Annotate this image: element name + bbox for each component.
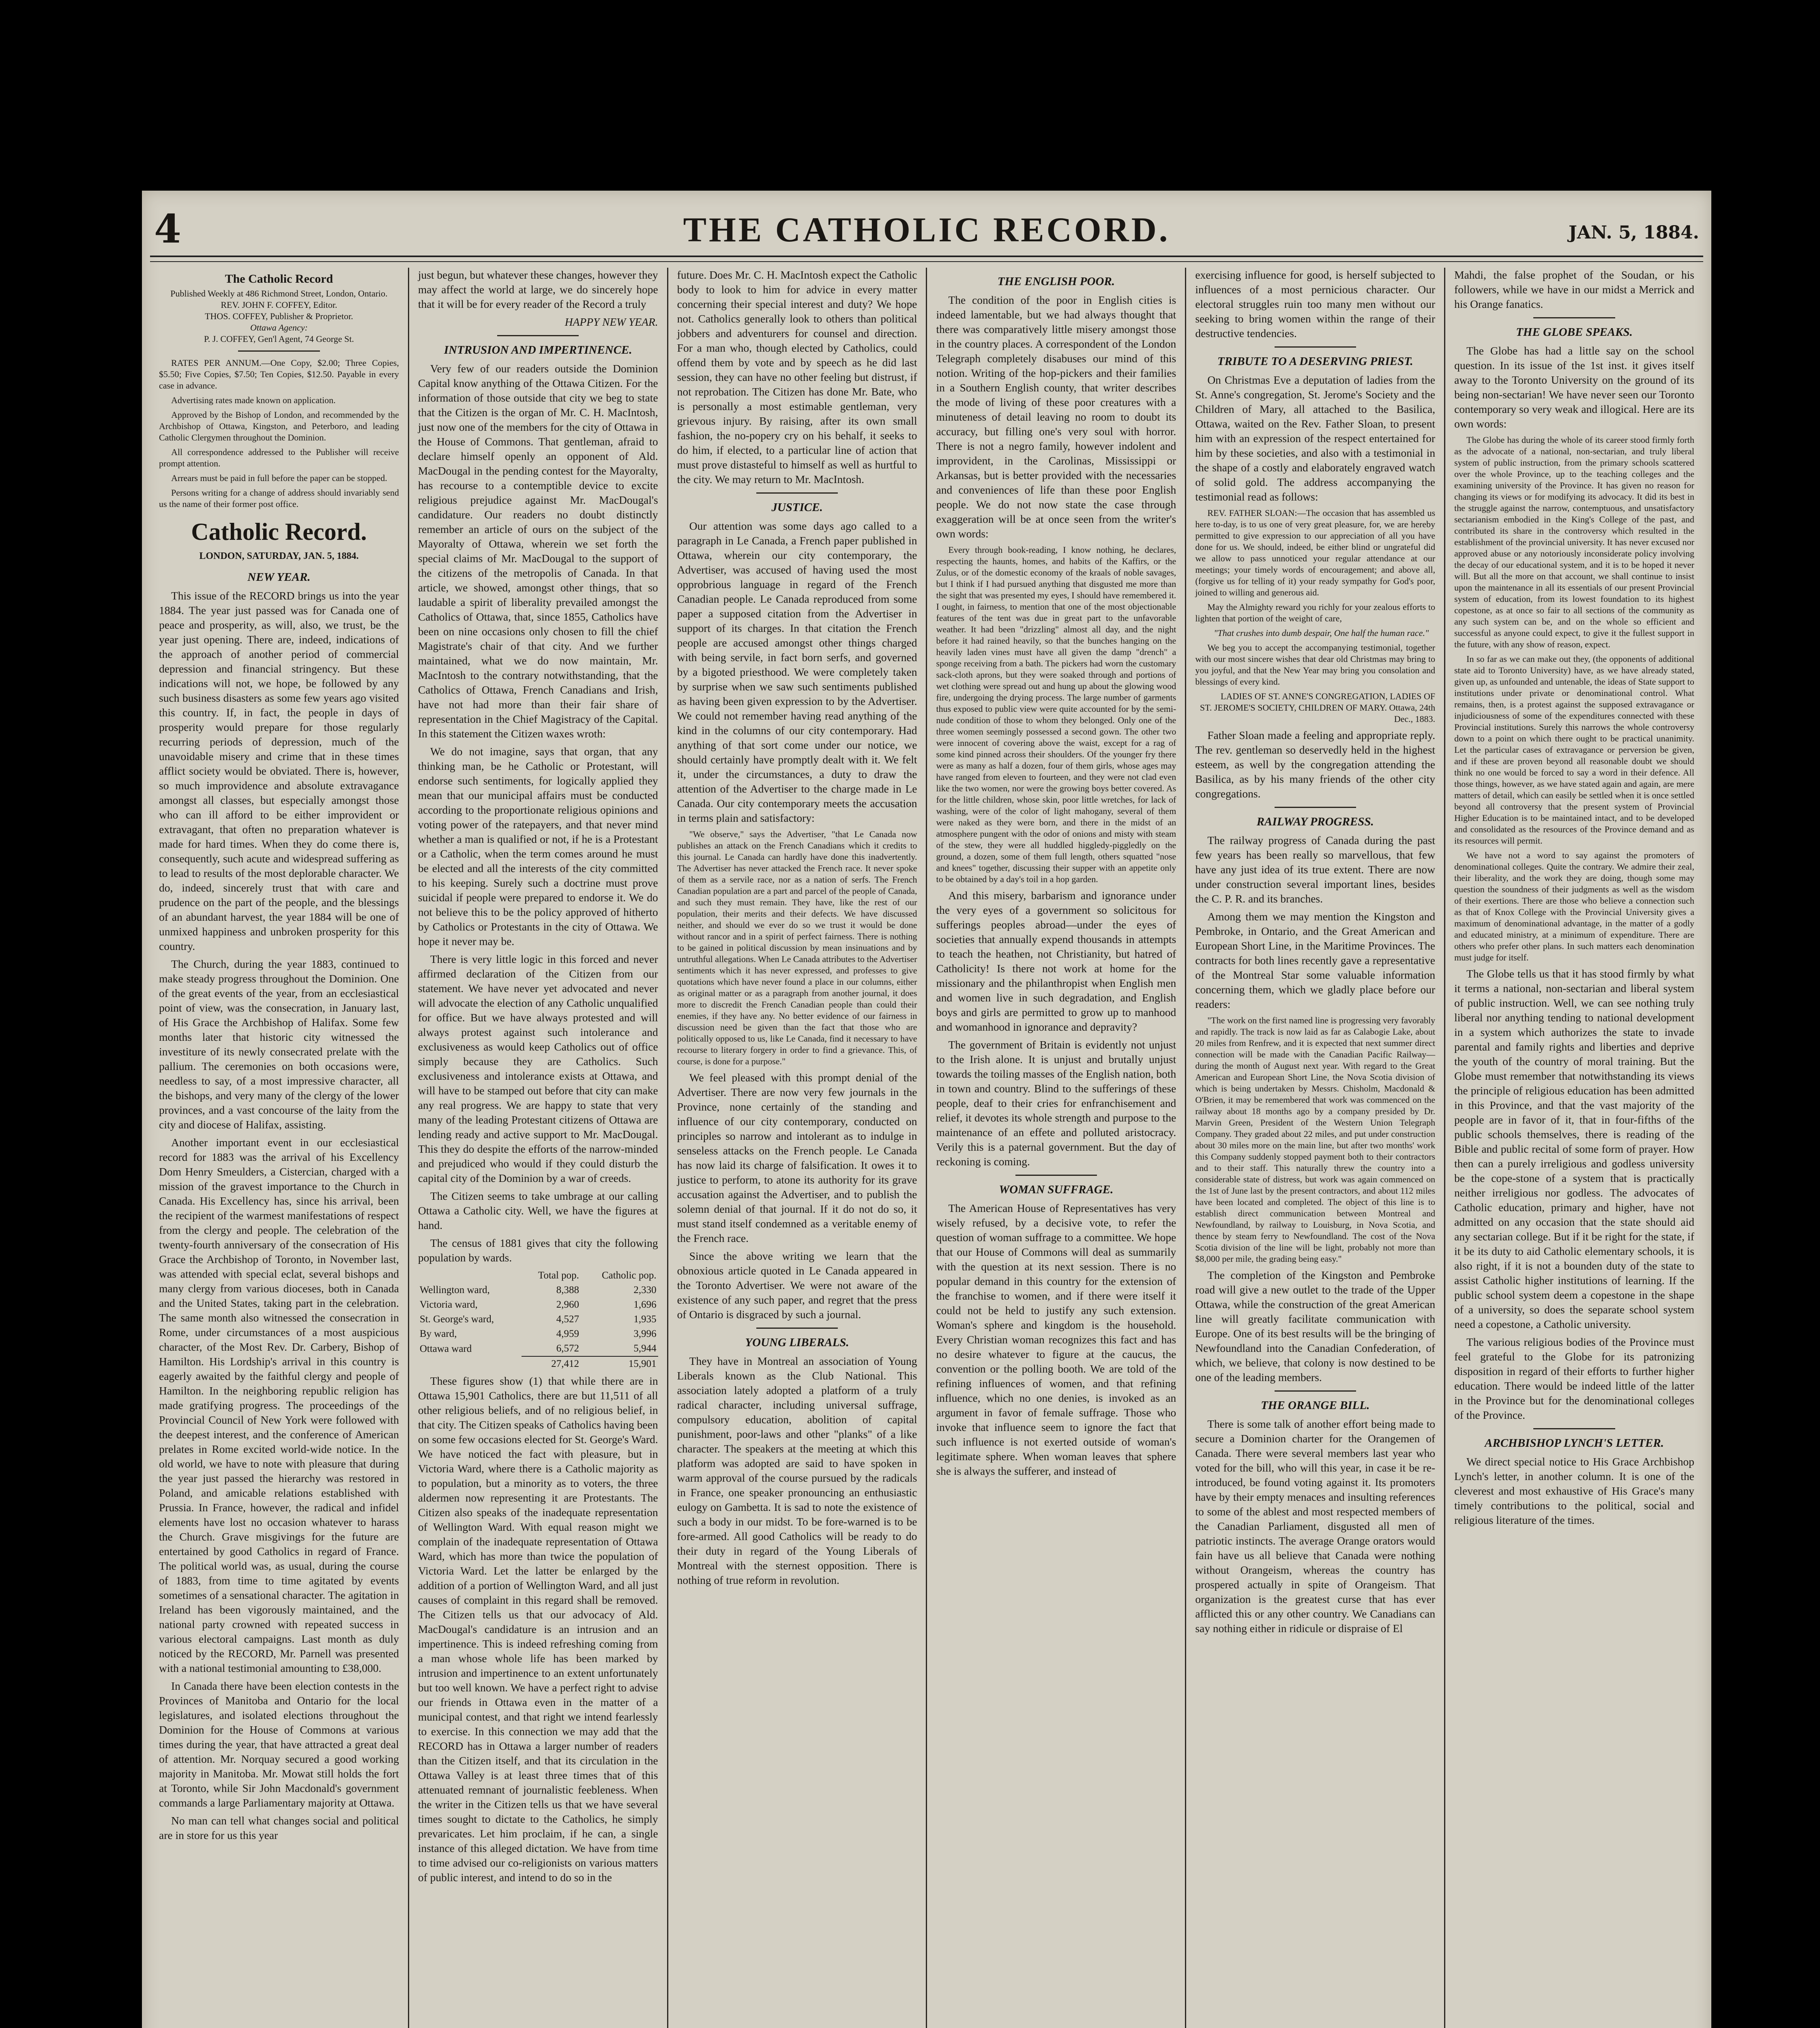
article-quote: "The work on the first named line is progressing very favorably and rapidly. The track is now laid as far as Calabogie Lake, about 20 miles from Renfrew, and it is expected that next summer direct connection will be made with the Canadian Pacific Railway—during the month of August next year. With regard to the Great American and European Short Line, the Nova Scotia division of which is being undertaken by Messrs. Chisholm, Macdonald & O'Brien, it may be remembered that work was commenced on the railway about 18 months ago by a company presided by Dr. Marvin Green, President of the Western Union Telegraph Company. They graded about 22 miles, and put under construction about 30 miles more on the main line, but after two months' work this Company suddenly stopped payment both to their contractors and to their staff. This naturally threw the country into a considerable state of distress, but work was again commenced on the 1st of June last by the present contractors, and about 112 miles have been located and completed. The object of this line is to establish direct communication between Montreal and Newfoundland, by railway to Louisburg, in Nova Scotia, and thence by steam ferry to Newfoundland. The cost of the Nova Scotia division of the line will be light, probably not more than $8,000 per mile, the grading being easy." [1195, 1015, 1436, 1264]
divider [1015, 1175, 1097, 1176]
column-3 [668, 268, 927, 2028]
article-paragraph: The completion of the Kingston and Pembroke road will give a new outlet to the trade of the Upper Ottawa, while the construction of the great American line will greatly facilitate communication with Europe. One of its best results will be the bringing of Newfoundland into the Canadian Confederation, of which, we believe, that colony is now destined to be one of the leading members. [1195, 1269, 1436, 1384]
table-row [418, 1298, 658, 1312]
article-paragraph: These figures show (1) that while there are in Ottawa 15,901 Catholics, there are but 11,511 of all other religious beliefs, and of no religious belief, in that city. The Citizen speaks of Catholics having been on some few occasions elected for St. George's Ward. We have noticed the fact with pleasure, but in Victoria Ward, where there is a Catholic majority as to population, but a minority as to voters, the three aldermen now representing it are Protestants. The Citizen also speaks of the inadequate representation of Wellington Ward. With equal reason might we complain of the inadequate representation of Ottawa Ward, which has more than twice the population of Victoria Ward. Let the latter be enlarged by the addition of a portion of Wellington Ward, and all just causes of complaint in this regard shall be removed. The Citizen tells us that our advocacy of Ald. MacDougal's candidature is an intrusion and an impertinence. This is indeed refreshing coming from a man whose whole life has been marked by intrusion and impertinence to an extent unfortunately but too well known. We have a perfect right to advise our friends in Ottawa even in the matter of a municipal contest, and that right we intend fearlessly to exercise. In this connection we may add that the RECORD has in Ottawa a larger number of readers than the Citizen itself, and that its circulation in the Ottawa Valley is at least three times that of this attenuated remnant of journalistic feebleness. When the writer in the Citizen tells us that we have several times sought to dictate to the Catholics, he simply prevaricates. Let him proclaim, if he can, a single instance of this alleged dictation. We have from time to time advised our co-religionists on various matters of public interest, and intend to do so in the [418, 1375, 658, 1884]
article-paragraph: The government of Britain is evidently not unjust to the Irish alone. It is unjust and brutally unjust towards the toiling masses of the English nation, both in town and country. Blind to the sufferings of these people, deaf to their cries for enfranchisement and relief, it devotes its whole strength and purpose to the maintenance of an effete and polluted aristocracy. Verily this is a paternal government. But the day of reckoning is coming. [936, 1038, 1176, 1168]
table-cell: 2,330 [633, 1285, 657, 1295]
table-row [418, 1312, 658, 1327]
column-1 [150, 268, 409, 2028]
approved-text: Approved by the Bishop of London, and recommended by the Archbishop of Ottawa, Kingston, and Peterboro, and leading Catholic Clergymen throughout the Dominion. [159, 410, 399, 443]
table-cell: Victoria ward, [419, 1299, 478, 1310]
article-paragraph: The Citizen seems to take umbrage at our calling Ottawa a Catholic city. Well, we have the figures at hand. [418, 1190, 658, 1231]
article-heading: THE GLOBE SPEAKS. [1516, 326, 1633, 339]
table-row [418, 1283, 658, 1298]
divider [497, 335, 579, 336]
article-continuation: future. Does Mr. C. H. MacIntosh expect the Catholic body to look to him for advice in every matter concerning their special interest and duty? We hope not. Catholics generally look to others than political jobbers and adventurers for counsel and direction. For a man who, though elected by Catholics, could offend them by vote and by speech as he did last session, they can have no other feeling but distrust, if not reprobation. The Citizen has done Mr. Bate, who is personally a most estimable gentleman, very grievous injury. By raising, after its own small fashion, the no-popery cry on his behalf, it seeks to do him, if elected, to a particular line of action that must prove distasteful to himself as well as hurtful to the city. We may return to Mr. MacIntosh. [677, 269, 917, 486]
article-paragraph: The American House of Representatives has very wisely refused, by a decisive vote, to refer the question of woman suffrage to a committee. We hope that our House of Commons will deal as summarily with the question at its next session. There is no popular demand in this country for the extension of the franchise to women, and if there were itself it could not be held to justify any such extension. Woman's sphere and kingdom is the household. Every Christian woman recognizes this fact and has no desire whatever to figure at the caucus, the convention or the polling booth. We are told of the refining influences of women, and that refining influence, which no one denies, is invoked as an argument in favor of female suffrage. Those who invoke that influence seem to ignore the fact that such influence is not exerted outside of woman's legitimate sphere. When woman leaves that sphere she is always the sufferer, and instead of [936, 1202, 1176, 1477]
nameplate-small: The Catholic Record [225, 272, 333, 286]
article-paragraph: The condition of the poor in English cities is indeed lamentable, but we had always thought that there was comparatively little misery amongst those in the country places. A correspondent of the London Telegraph completely disabuses our mind of this notion. Writing of the hop-pickers and their families in a Southern English county, that writer describes the mode of living of these poor creatures with a minuteness of detail leaving no room to doubt its accuracy, but filling one's very soul with horror. There is not a negro family, however indolent and improvident, in the Carolinas, Mississippi or Arkansas, but is better provided with the necessaries and conveniences of life than these poor English people. We do not now state the case through exaggeration will be at once seen from the writer's own words: [936, 294, 1176, 540]
table-row [418, 1341, 658, 1356]
article-heading: ARCHBISHOP LYNCH'S LETTER. [1485, 1437, 1664, 1450]
table-cell: Total pop. [538, 1270, 579, 1281]
table-cell: By ward, [419, 1328, 457, 1339]
article-heading: INTRUSION AND IMPERTINENCE. [444, 344, 632, 357]
table-cell: St. George's ward, [419, 1314, 494, 1325]
article-paragraph: We direct special notice to His Grace Archbishop Lynch's letter, in another column. It is one of the cleverest and most exhaustive of His Grace's many timely contributions to the political, social and religious literature of the times. [1454, 1455, 1694, 1526]
article-paragraph: Another important event in our ecclesiastical record for 1883 was the arrival of his Excellency Dom Henry Smeulders, a Cistercian, charged with a mission of the gravest importance to the Church in Canada. His Excellency has, since his arrival, been the recipient of the warmest manifestations of respect from the clergy and people. The celebration of the twenty-fourth anniversary of the consecration of His Grace the Archbishop of Toronto, in November last, was attended with special eclat, several bishops and many clergy from various dioceses, both in Canada and the United States, taking part in the celebration. The same month also witnessed the consecration in Rome, under circumstances of a most auspicious character, of the Most Rev. Dr. Carbery, Bishop of Hamilton. His Lordship's arrival in this country is eagerly awaited by the faithful clergy and people of Hamilton. In the neighboring republic religion has made gratifying progress. The proceedings of the Provincial Council of New York were followed with the deepest interest, and the conference of American prelates in Rome excited world-wide notice. In the old world, we have to note with pleasure that during the year just passed the hierarchy was restored in Poland, and amicable relations established with Prussia. In France, however, the radical and infidel elements have lost no occasion whatever to harass the Church. Grave misgivings for the future are entertained by good Catholics in regard of France. The political world was, as usual, during the course of 1883, from time to time agitated by events sometimes of a sensational character. The agitation in Ireland has been vigorously maintained, and the national party crowned with repeated success in various electoral campaigns. Last month as duly noticed by the RECORD, Mr. Parnell was presented with a national testimonial amounting to £38,000. [159, 1136, 399, 1674]
article-paragraph: There is some talk of another effort being made to secure a Dominion charter for the Orangemen of Canada. There were several members last year who voted for the bill, who will this year, in case it be re-introduced, be found voting against it. Its promoters have by their empty menaces and insulting references to some of the ablest and most respected members of the Canadian Parliament, disgusted all men of patriotic instincts. The average Orange orators would fain have us all believe that Canada were nothing without Orangeism, whereas the country has prospered actually in spite of Orangeism. That organization is the greatest curse that has ever afflicted this or any other country. We Canadians can say nothing either in ridicule or dispraise of El [1195, 1418, 1436, 1635]
masthead [154, 206, 1699, 251]
arrears-text: Arrears must be paid in full before the paper can be stopped. [171, 473, 387, 483]
column-4 [927, 268, 1186, 2028]
article-heading: TRIBUTE TO A DESERVING PRIEST. [1217, 355, 1413, 368]
table-cell: 4,527 [556, 1314, 579, 1325]
article-quote: Every through book-reading, I know nothing, he declares, respecting the haunts, homes, and habits of the Kaffirs, or the Zulus, or of the domestic economy of the kraals of noble savages, but I think if I had pursued anything that disgusted me more than the sight that was presented my eyes, I should have remembered it. I ought, in fairness, to mention that one of the most objectionable features of the tent was due in great part to the unfavorable weather. It had been "drizzling" almost all day, and the night before it had rained heavily, so that the bunches hanging on the heavily laden vines must have all given the damp "drench" a sponge receiving from a bath. The pickers had worn the customary sack-cloth aprons, but they were soaked through and portions of wet clothing were spread out and hung up about the glowing wood fire, undergoing the drying process. The large number of garments thus exposed to public view were quite accounted for by the semi-nude condition of those to whom they belonged. Only one of the three women seemingly possessed a second gown. The other two were innocent of covering above the waist, except for a rag of some kind pinned across their shoulders. Of the younger fry there were as many as half a dozen, four of them girls, whose ages may have ranged from eleven to fourteen, and they were not clad even like the two women, nor were the growing boys better covered. As for the little children, whose skin, poor little wretches, for lack of washing, were of the color of light mahogany, several of them were naked as they were born, and there in the midst of an atmosphere pungent with the odor of onions and misty with steam of the stew, they were all huddled higgledy-piggledly on the ground, a dozen, some of them full length, others squatted "nose and knees" together, discussing their supper with an appetite only to be obtained by a day's toil in a hop garden. [936, 545, 1176, 884]
article-paragraph: There is very little logic in this forced and never affirmed declaration of the Citizen from our statement. We have never yet advocated and never will advocate the election of any Catholic unqualified for office. But we have always protested and will always protest against such intolerance and exclusiveness as would keep Catholics out of office simply because they are Catholics. Such exclusiveness and intolerance exists at Ottawa, and will have to be stamped out before that city can make any real progress. We are happy to state that very many of the leading Protestant citizens of Ottawa are lending ready and active support to Mr. MacDougal. This they do despite the efforts of the narrow-minded and prejudiced who would if they could disturb the capital city of the Dominion by a war of creeds. [418, 953, 658, 1184]
correspondence-text: All correspondence addressed to the Publisher will receive prompt attention. [159, 447, 399, 468]
article-paragraph: The Church, during the year 1883, continued to make steady progress throughout the Dominion. One of the great events of the year, from an ecclesiastical point of view, was the consecration, in January last, of His Grace the Archbishop of Halifax. Some few months later that historic city witnessed the investiture of its newly consecrated prelate with the pallium. The ceremonies on both occasions were, needless to say, of a most impressive character, all the bishops, and very many of the clergy of the lower provinces, and a vast concourse of the laity from the city and diocese of Halifax, assisting. [159, 958, 399, 1131]
article-quote: We beg you to accept the accompanying testimonial, together with our most sincere wishes that dear old Christmas may bring to you joyful, and that the New Year may bring you consolation and blessings of every kind. [1195, 642, 1436, 687]
article-heading: NEW YEAR. [247, 571, 311, 584]
page-number: 4 [154, 206, 181, 252]
article-paragraph: No man can tell what changes social and political are in store for us this year [159, 1814, 399, 1841]
table-cell: 8,388 [556, 1285, 579, 1295]
rates-text: RATES PER ANNUM.—One Copy, $2.00; Three Copies, $5.50; Five Copies, $7.50; Ten Copies, $12.50. Payable in every case in advance. [159, 358, 399, 391]
article-heading: THE ENGLISH POOR. [997, 275, 1115, 288]
change-address-text: Persons writing for a change of address should invariably send us the name of their former post office. [159, 488, 399, 509]
article-continuation: exercising influence for good, is herself subjected to influences of a most pernicious character. Our electoral struggles ruin too many men without our seeking to bring women within the range of their destructive tendencies. [1195, 269, 1436, 339]
table-total-row [418, 1356, 658, 1371]
nameplate-large: Catholic Record. [191, 518, 367, 545]
divider [1533, 317, 1615, 318]
table-header-row [418, 1268, 658, 1283]
table-cell: Catholic pop. [601, 1270, 657, 1281]
divider [1275, 346, 1356, 348]
advertising-text: Advertising rates made known on application. [171, 395, 336, 405]
article-paragraph: Our attention was some days ago called to a paragraph in Le Canada, a French paper published in Ottawa, wherein our city contemporary, the Advertiser, was accused of having used the most opprobrious language in regard of the French Canadian people. Le Canada reproduced from some paper a supposed citation from the Advertiser in support of its charges. In that citation the French people are accused amongst other things charged with being servile, in fact born serfs, and governed by a bigoted priesthood. We were completely taken by surprise when we saw such sentiments published as having been given expression to by the Advertiser. We could not remember having read anything of the kind in the columns of our city contemporary. Had anything of that sort come under our notice, we should certainly have promptly dealt with it. We felt it, under the circumstances, a duty to draw the attention of the Advertiser to the charge made in Le Canada. Our city contemporary meets the accusation in terms plain and satisfactory: [677, 520, 917, 824]
table-cell: 27,412 [522, 1356, 581, 1371]
column-6 [1445, 268, 1703, 2028]
population-table [418, 1268, 658, 1371]
table-cell: Wellington ward, [419, 1285, 490, 1295]
article-paragraph: The Globe has had a little say on the school question. In its issue of the 1st inst. it gives itself away to the Toronto University on the ground of its being non-sectarian! We have never seen our Toronto contemporary so very weak and illogical. Here are its own words: [1454, 344, 1694, 430]
article-paragraph: Since the above writing we learn that the obnoxious article quoted in Le Canada appeared in the Toronto Advertiser. We were not aware of the existence of any such paper, and regret that the press of Ontario is disgraced by such a journal. [677, 1250, 917, 1321]
issue-date: JAN. 5, 1884. [1568, 222, 1699, 243]
table-cell: Ottawa ward [419, 1343, 472, 1354]
article-signatures: LADIES OF ST. ANNE'S CONGREGATION, LADIES OF ST. JEROME'S SOCIETY, CHILDREN OF MARY. Ottawa, 24th Dec., 1883. [1200, 691, 1436, 724]
article-paragraph: And this misery, barbarism and ignorance under the very eyes of a government so solicitous for sufferings peoples abroad—under the eyes of societies that annually expend thousands in attempts to teach the heathen, not Christianity, but hatred of Catholicity! Is there not work at home for the missionary and the philanthropist when English men and women live in such degradation, and English boys and girls are permitted to grow up to manhood and womanhood in ignorance and depravity? [936, 889, 1176, 1033]
table-cell: 5,944 [633, 1343, 657, 1354]
divider [1275, 1390, 1356, 1392]
paper-title: THE CATHOLIC RECORD. [683, 210, 1170, 249]
article-quote: "We observe," says the Advertiser, "that Le Canada now publishes an attack on the French Canadians which it credits to this journal. Le Canada can hardly have done this inadvertently. The Advertiser has never attacked the French race. It never spoke of them as a servile race, nor as a nation of serfs. The French Canadian population are a part and parcel of the people of Canada, and such they must remain. They have, like the rest of our population, their merits and their defects. We have discussed neither, and should we ever do so we trust it would be done without rancor and in a spirit of perfect fairness. There is nothing to be gained in political discussion by mean insinuations and by untruthful allegations. When Le Canada attributes to the Advertiser sentiments which it has never expressed, and professes to give quotations which have never found a place in our columns, either as original matter or as a paragraph from another journal, it does more to discredit the French Canadian people than could their enemies, if they have any. No better evidence of our fairness in discussion need be given than the fact that those who are politically opposed to us, like Le Canada, find it necessary to have recourse to literary forgery in order to find a grievance. This, of course, is done for a purpose." [677, 829, 917, 1066]
agency-title: Ottawa Agency: [250, 322, 308, 333]
article-paragraph: Father Sloan made a feeling and appropriate reply. The rev. gentleman so deservedly held in the highest esteem, as well by the congregation attending the Basilica, as by his many friends of the other city congregations. [1195, 729, 1436, 800]
proprietor-line: THOS. COFFEY, Publisher & Proprietor. [205, 311, 353, 321]
article-paragraph: The Globe tells us that it has stood firmly by what it terms a national, non-sectarian and liberal system of public instruction. Well, we can see nothing truly liberal nor anything tending to national development in a system which authorizes the state to invade parental and family rights and liberties and deprive the youth of the country of moral training. But the Globe must remember that notwithstanding its views the principle of religious education has been admitted in this Province, and that the vast majority of the people are in favor of it, that in four-fifths of the public schools themselves, there is reading of the Bible and public recital of some form of prayer. How then can a purely irreligious and godless university be the cope-stone of a system that is practically neither irreligious nor godless. The advocates of Catholic education, primary and higher, have not admitted on any occasion that the state should aid any sectarian college. But if it be right for the state, if it be its duty to aid Catholic elementary schools, it is also right, if it is not a bounden duty of the state to assist Catholic higher institutions of learning. If the public school system deem a copestone in the shape of a university, so does the separate school system need a copestone, a Catholic university. [1454, 967, 1694, 1330]
publisher-line: Published Weekly at 486 Richmond Street, London, Ontario. [170, 288, 388, 299]
masthead-rule [150, 256, 1703, 262]
divider [756, 492, 838, 494]
divider [238, 350, 320, 352]
article-signoff: HAPPY NEW YEAR. [564, 316, 658, 328]
article-verse: "That crushes into dumb despair, One half the human race." [1214, 628, 1429, 638]
article-heading: RAILWAY PROGRESS. [1256, 815, 1374, 828]
dateline: LONDON, SATURDAY, JAN. 5, 1884. [199, 551, 359, 561]
article-paragraph: The census of 1881 gives that city the following population by wards. [418, 1237, 658, 1264]
divider [1533, 1428, 1615, 1429]
article-continuation: Mahdi, the false prophet of the Soudan, or his followers, while we have in our midst a Merrick and his Orange fanatics. [1454, 269, 1694, 310]
article-quote: The Globe has during the whole of its career stood firmly forth as the advocate of a national, non-sectarian, and truly liberal system of public instruction, from the primary schools scattered over the whole Province, up to the teaching colleges and the examining university of the Province. It has given no reason for changing its views or for modifying its advocacy. It did its best in the struggle against the narrow, contemptuous, and unsatisfactory sectarianism embodied in the King's College of the past, and contributed its share in the controversy which resulted in the establishment of the provincial university. It has never excused nor approved abuse or any notoriously inconsiderate policy involving the decay of our educational system, and it is to be hoped it never will. But all the more on that account, we shall continue to insist upon the maintenance in all its essentials of our present Provincial system of education, from its lowest foundation to its highest copestone, as at once so fair to all sections of the community as any such system can be, and on the whole so efficient and successful as anyone could expect, to give it the fullest support in the future, with any show of reason, expect. [1454, 435, 1694, 649]
table-cell [418, 1356, 522, 1371]
article-quote: We have not a word to say against the promoters of denominational colleges. Quite the contrary. We admire their zeal, their liberality, and the work they are doing, though some may question the soundness of their judgments as well as the wisdom of their exertions. There are those who believe a connection such as that of Knox College with the Provincial University gives a maximum of denominational advantage, in the matter of a godly and educated ministry, at a minimum of expenditure. There are others who prefer other plans. In such matters each denomination must judge for itself. [1454, 850, 1694, 962]
article-heading: YOUNG LIBERALS. [745, 1336, 849, 1349]
table-cell: 1,935 [633, 1314, 657, 1325]
article-paragraph: Among them we may mention the Kingston and Pembroke, in Ontario, and the Great American and European Short Line, in the Maritime Provinces. The contracts for both lines recently gave a representative of the Montreal Star some valuable information concerning them, which we gladly place before our readers: [1195, 910, 1436, 1010]
article-continuation: just begun, but whatever these changes, however they may affect the world at large, we do sincerely hope that it will be for every reader of the Record a truly [418, 269, 658, 310]
table-cell: 6,572 [556, 1343, 579, 1354]
divider [1275, 807, 1356, 808]
divider [756, 1328, 838, 1329]
table-cell: 3,996 [633, 1328, 657, 1339]
article-quote: May the Almighty reward you richly for your zealous efforts to lighten that portion of the weight of care, [1195, 602, 1436, 623]
table-cell: 2,960 [556, 1299, 579, 1310]
article-paragraph: On Christmas Eve a deputation of ladies from the St. Anne's congregation, St. Jerome's Society and the Children of Mary, all attached to the Basilica, Ottawa, waited on the Rev. Father Sloan, to present him with an expression of the respect entertained for him by these societies, and also with a testimonial in the shape of a costly and elaborately engraved watch of solid gold. The address accompanying the testimonial read as follows: [1195, 374, 1436, 503]
newspaper-page [142, 191, 1711, 2028]
article-paragraph: The various religious bodies of the Province must feel grateful to the Globe for its patronizing disposition in regard of their efforts to further higher education. There would be indeed little of the latter in the Province but for the denominational colleges of the Province. [1454, 1336, 1694, 1421]
column-5 [1186, 268, 1445, 2028]
article-quote: REV. FATHER SLOAN:—The occasion that has assembled us here to-day, is to us one of very great pleasure, for, we are hereby permitted to give expression to our appreciation of all you have done for us. We should, indeed, be either blind or ungrateful did we allow to pass unnoticed your regular attendance at our meetings; your timely words of encouragement; and above all, (forgive us for telling of it) your ready sympathy for God's poor, joined to willing and generous aid. [1195, 508, 1436, 597]
article-quote: In so far as we can make out they, (the opponents of additional state aid to Toronto University) have, as we have already stated, given up, as unfounded and untenable, the ideas of State support to institutions under private or denominational control. What remains, then, is a protest against the supposed extravagance or injudiciousness of some of the expenditures connected with these Provincial institutions. Surely this narrows the whole controversy down to a point on which there ought to be practical unanimity. Let the particular cases of extravagance or perversion be given, and if these are proven beyond all reasonable doubt we should think no one would be forced to say a word in their defence. All those things, however, as we have stated again and again, are mere matters of detail, which can easily be settled when it is once settled beyond all controversy that the present system of Provincial Higher Education is to be maintained intact, and to be developed and consolidated as the resources of the Province demand and as its resources will permit. [1454, 654, 1694, 846]
editor-line: REV. JOHN F. COFFEY, Editor. [221, 300, 337, 310]
article-paragraph: We feel pleased with this prompt denial of the Advertiser. There are now very few journals in the Province, none certainly of the standing and influence of our city contemporary, conducted on principles so narrow and intolerant as to indulge in senseless attacks on the French people. Le Canada has now laid its charge of falsification. It owes it to justice to perform, to atone its authority for its grave accusation against the Advertiser, and to publish the solemn denial of that journal. If it do not do so, it must stand itself condemned as a veritable enemy of the French race. [677, 1071, 917, 1244]
article-paragraph: This issue of the RECORD brings us into the year 1884. The year just passed was for Canada one of peace and prosperity, as will, also, we trust, be the year just opening. There are, indeed, indications of the approach of another period of commercial depression and financial stringency. But these indications will not, we hope, be followed by any such business disasters as some few years ago visited this country. If, in fact, the people in days of prosperity would prepare for those regularly recurring periods of depression, much of the unavoidable misery and crime that in these times afflict society would be obviated. There is, however, so much improvidence and absolute extravagance amongst all classes, but especially amongst those who can ill afford to be either improvident or extravagant, that often no preparation whatever is made for hard times. When they do come there is, consequently, such acute and widespread suffering as to lead to results of the most deplorable character. We do, indeed, sincerely trust that with care and prudence on the part of the people, and the blessings of an abundant harvest, the year 1884 will be one of unmixed happiness and unbroken prosperity for this country. [159, 589, 399, 952]
article-paragraph: The railway progress of Canada during the past few years has been really so marvellous, that few have any just idea of its true extent. There are now under construction several important lines, besides the C. P. R. and its branches. [1195, 834, 1436, 905]
article-paragraph: Very few of our readers outside the Dominion Capital know anything of the Ottawa Citizen. For the information of those outside that city we beg to state that the Citizen is the organ of Mr. C. H. MacIntosh, just now one of the members for the city of Ottawa in the House of Commons. That gentleman, afraid to declare himself openly an opponent of Ald. MacDougal in the pending contest for the Mayoralty, has recourse to a contemptible device to excite religious prejudice against Mr. MacDougal's candidature. Our readers no doubt distinctly remember an article of ours on the subject of the Mayoralty of Ottawa, wherein we set forth the special claims of Mr. MacDougal to the support of the citizens of the metropolis of Canada. In that article, we showed, amongst other things, that so laudable a spirit of liberality prevailed amongst the Catholics of Ottawa, that, since 1855, Catholics have been on nine occasions only chosen to fill the chief Magistrate's chair of that city. And we further maintained, what we do now maintain, Mr. MacIntosh to the contrary notwithstanding, that the Catholics of Ottawa, French Canadians and Irish, have not had more than their fair share of representation in the Chief Magistracy of the Capital. In this statement the Citizen waxes wroth: [418, 362, 658, 740]
article-paragraph: They have in Montreal an association of Young Liberals known as the Club National. This association lately adopted a platform of a truly radical character, including universal suffrage, compulsory education, abolition of capital punishment, poor-laws and other "planks" of a like character. The speakers at the meeting at which this platform was adopted are said to have spoken in warm approval of the course pursued by the radicals in France, one speaker pronouncing an enthusiastic eulogy on Gambetta. It is sad to note the existence of such a body in our midst. To be fore-warned is to be fore-armed. All good Catholics will be ready to do their duty in regard of the Young Liberals of Montreal with the sternest opposition. There is nothing of true reform in revolution. [677, 1355, 917, 1586]
table-cell: 4,959 [556, 1328, 579, 1339]
columns [150, 268, 1703, 2028]
article-heading: JUSTICE. [771, 501, 823, 514]
article-paragraph: In Canada there have been election contests in the Provinces of Manitoba and Ontario for the local legislatures, and isolated elections throughout the Dominion for the House of Commons at various times during the year, that have attracted a great deal of attention. Mr. Norquay secured a good working majority in Manitoba. Mr. Mowat still holds the fort at Toronto, while Sir John Macdonald's government commands a large Parliamentary majority at Ottawa. [159, 1680, 399, 1809]
column-2 [409, 268, 668, 2028]
article-heading: WOMAN SUFFRAGE. [999, 1183, 1114, 1196]
article-heading: THE ORANGE BILL. [1261, 1399, 1370, 1412]
table-cell [418, 1268, 522, 1283]
agency-line: P. J. COFFEY, Gen'l Agent, 74 George St. [204, 334, 354, 344]
article-paragraph: We do not imagine, says that organ, that any thinking man, be he Catholic or Protestant, will endorse such sentiments, for logically applied they mean that our municipal affairs must be conducted according to the proportionate religious opinions and voting power of the ratepayers, and that never mind whether a man is qualified or not, if he is a Protestant or a Catholic, when the term comes around he must be elected and all the interests of the city committed to his keeping. Surely such a doctrine must prove suicidal if people were prepared to endorse it. We do not believe this to be the policy approved of hitherto by Catholics or Protestants in the city of Ottawa. We hope it never may be. [418, 745, 658, 947]
table-row [418, 1327, 658, 1341]
table-cell: 15,901 [581, 1356, 658, 1371]
table-cell: 1,696 [633, 1299, 657, 1310]
